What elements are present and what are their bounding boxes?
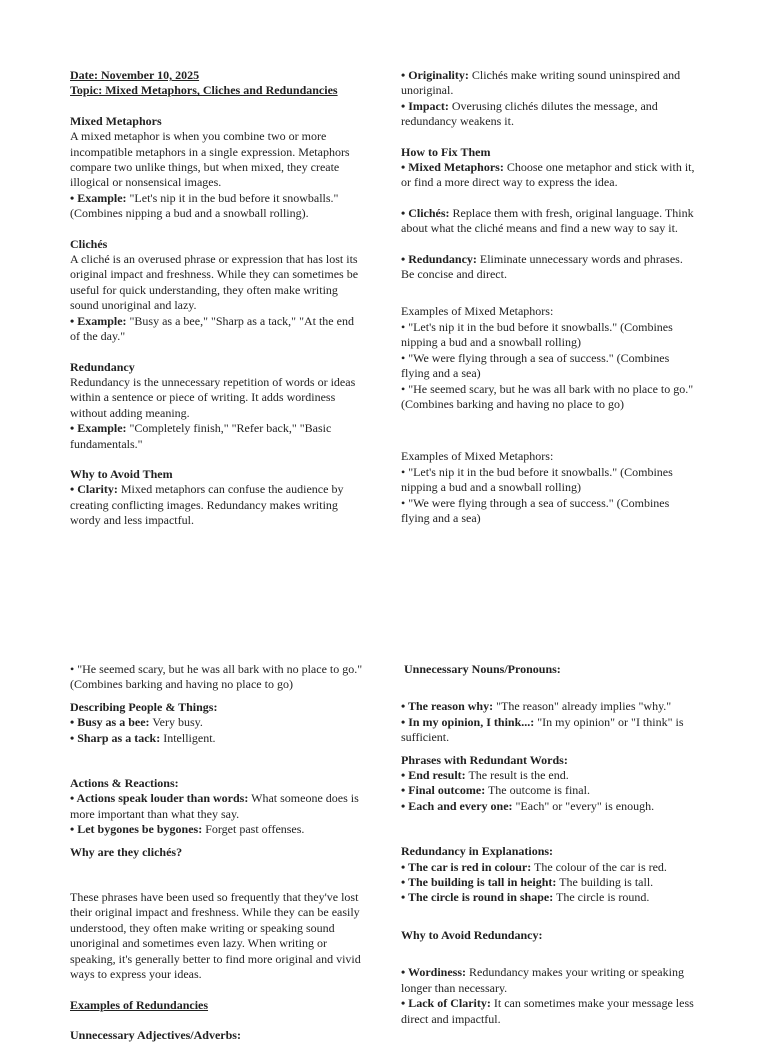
- fix-text: Eliminate unnecessary words and phrases. Be concise and direct.: [401, 251, 683, 282]
- actions-reactions-heading: Actions & Reactions:: [70, 776, 179, 791]
- cliche-item: [70, 791, 366, 822]
- why-cliches-body: These phrases have been used so frequently that they've lost their original impact and freshness. While they can be easily understood, they often make writing or speaking sound unoriginal and sometimes even lazy. When writing or speaking, it's generally better to find more original and vivid ways to express your ideas.: [70, 890, 361, 982]
- redundant-phrases-heading: Phrases with Redundant Words:: [401, 752, 568, 767]
- fix-redundancy: [401, 252, 697, 283]
- redundancy-label: • The car is red in colour:: [401, 859, 532, 874]
- list-item: • "He seemed scary, but he was all bark with no place to go." (Combines barking and having no place to go): [401, 381, 694, 411]
- mixed-metaphors-example: [70, 191, 366, 222]
- note-topic: Topic: Mixed Metaphors, Cliches and Redundancies: [70, 83, 338, 98]
- cliche-text: Forget past offenses.: [202, 822, 305, 837]
- mixed-metaphors-heading: Mixed Metaphors: [70, 113, 162, 128]
- clarity-label: • Clarity:: [70, 482, 118, 497]
- cliche-label: • Busy as a bee:: [70, 715, 150, 730]
- redundancy-item: [401, 860, 697, 875]
- cliches-body: A cliché is an overused phrase or expression that has lost its original impact and freshness. While they can sometimes be useful for quick understanding, they often make writing sound unoriginal and lazy.: [70, 252, 359, 313]
- examples-mixed-heading-2: Examples of Mixed Metaphors:: [401, 449, 554, 464]
- impact-text: Overusing clichés dilutes the message, and redundancy weakens it.: [401, 98, 658, 129]
- examples-redundancies-heading: Examples of Redundancies: [70, 997, 209, 1012]
- bottom-left-column: [70, 662, 366, 1043]
- redundancy-text: "The reason" already implies "why.": [493, 699, 672, 714]
- redundancy-item: [401, 783, 697, 798]
- unnecessary-nouns-heading: Unnecessary Nouns/Pronouns:: [404, 662, 561, 676]
- example-label: • Example:: [70, 421, 127, 436]
- redundancy-item: [401, 799, 697, 814]
- clarity-item: [70, 482, 366, 528]
- example-text: "Completely finish," "Refer back," "Basic fundamentals.": [70, 421, 332, 451]
- originality-text: Clichés make writing sound uninspired and unoriginal.: [401, 68, 681, 98]
- redundancy-label: • In my opinion, I think...:: [401, 714, 535, 729]
- redundancy-item: [401, 996, 697, 1027]
- examples-mixed-heading: Examples of Mixed Metaphors:: [401, 304, 554, 319]
- fix-text: Choose one metaphor and stick with it, or find a more direct way to express the idea.: [401, 160, 695, 190]
- describing-people-heading: Describing People & Things:: [70, 699, 218, 714]
- redundancy-label: • The building is tall in height:: [401, 875, 557, 890]
- redundancy-body: Redundancy is the unnecessary repetition of words or ideas within a sentence or piece of writing. It adds wordiness without adding meaning.: [70, 374, 356, 420]
- redundancy-item: [401, 699, 697, 714]
- cliche-label: • Actions speak louder than words:: [70, 791, 249, 806]
- fix-label: • Clichés:: [401, 205, 450, 220]
- note-date: Date: November 10, 2025: [70, 68, 200, 82]
- list-item: • "We were flying through a sea of success." (Combines flying and a sea): [401, 495, 670, 525]
- redundancy-text: It can sometimes make your message less direct and impactful.: [401, 996, 694, 1026]
- list-item: • "We were flying through a sea of success." (Combines flying and a sea): [401, 350, 670, 381]
- clarity-text: Mixed metaphors can confuse the audience by creating conflicting images. Redundancy makes writing wordy and less impactful.: [70, 482, 344, 528]
- fix-text: Replace them with fresh, original language. Think about what the cliché means and find a new way to say it.: [401, 205, 694, 236]
- redundancy-text: The building is tall.: [556, 875, 654, 890]
- redundancy-heading: Redundancy: [70, 359, 135, 374]
- bottom-right-column: [401, 662, 697, 1027]
- fix-label: • Redundancy:: [401, 251, 477, 266]
- cliche-item: [70, 822, 366, 837]
- originality-item: [401, 68, 697, 99]
- redundancy-item: [401, 768, 697, 783]
- impact-item: [401, 99, 697, 130]
- redundancy-text: The outcome is final.: [485, 783, 590, 798]
- redundancy-label: • The circle is round in shape:: [401, 890, 554, 905]
- cliche-label: • Let bygones be bygones:: [70, 822, 203, 837]
- why-cliches-heading: Why are they clichés?: [70, 844, 183, 859]
- originality-label: • Originality:: [401, 68, 469, 82]
- cliche-text: Very busy.: [149, 715, 203, 730]
- cliche-text: Intelligent.: [160, 730, 216, 745]
- redundancy-item: [401, 875, 697, 890]
- top-right-column: [401, 68, 697, 526]
- impact-label: • Impact:: [401, 98, 449, 113]
- example-label: • Example:: [70, 313, 127, 328]
- list-item: • "He seemed scary, but he was all bark with no place to go." (Combines barking and having no place to go): [70, 662, 363, 692]
- redundancy-text: "Each" or "every" is enough.: [512, 798, 655, 813]
- list-item: • "Let's nip it in the bud before it snowballs." (Combines nipping a bud and a snowball rolling): [401, 319, 673, 350]
- how-to-fix-heading: How to Fix Them: [401, 144, 491, 159]
- why-avoid-redundancy-heading: Why to Avoid Redundancy:: [401, 927, 543, 942]
- fix-cliches: [401, 206, 697, 237]
- redundancy-explanations-heading: Redundancy in Explanations:: [401, 844, 554, 859]
- cliche-item: [70, 715, 366, 730]
- redundancy-label: • Lack of Clarity:: [401, 996, 491, 1011]
- redundancy-example: [70, 421, 366, 452]
- redundancy-item: [401, 890, 697, 905]
- redundancy-text: The result is the end.: [465, 768, 569, 783]
- redundancy-text: The colour of the car is red.: [531, 859, 667, 874]
- redundancy-label: • Each and every one:: [401, 798, 513, 813]
- cliche-text: What someone does is more important than what they say.: [70, 791, 359, 821]
- top-left-column: [70, 68, 366, 529]
- list-item: • "Let's nip it in the bud before it snowballs." (Combines nipping a bud and a snowball rolling): [401, 464, 673, 495]
- redundancy-item: [401, 715, 697, 746]
- redundancy-label: • Final outcome:: [401, 783, 486, 798]
- cliches-example: [70, 314, 366, 345]
- cliches-heading: Clichés: [70, 236, 108, 251]
- redundancy-label: • Wordiness:: [401, 965, 466, 980]
- fix-label: • Mixed Metaphors:: [401, 160, 504, 175]
- redundancy-text: "In my opinion" or "I think" is sufficient.: [401, 714, 684, 745]
- redundancy-text: Redundancy makes your writing or speaking longer than necessary.: [401, 965, 684, 995]
- why-avoid-heading: Why to Avoid Them: [70, 466, 173, 481]
- cliche-item: [70, 731, 366, 746]
- cliche-label: • Sharp as a tack:: [70, 730, 161, 745]
- redundancy-label: • End result:: [401, 768, 466, 783]
- example-text: "Let's nip it in the bud before it snowballs." (Combines nipping a bud and a snowball rolling).: [70, 190, 339, 221]
- example-text: "Busy as a bee," "Sharp as a tack," "At the end of the day.": [70, 313, 354, 344]
- mixed-metaphors-body: A mixed metaphor is when you combine two or more incompatible metaphors in a single expression. Metaphors compare two unlike things, but when mixed, they create illogical or nonsensical images.: [70, 129, 350, 190]
- fix-mixed-metaphors: [401, 160, 697, 191]
- redundancy-label: • The reason why:: [401, 699, 494, 714]
- example-label: • Example:: [70, 190, 127, 205]
- unnecessary-adjectives-heading: Unnecessary Adjectives/Adverbs:: [70, 1027, 241, 1042]
- redundancy-item: [401, 965, 697, 996]
- redundancy-text: The circle is round.: [553, 890, 650, 905]
